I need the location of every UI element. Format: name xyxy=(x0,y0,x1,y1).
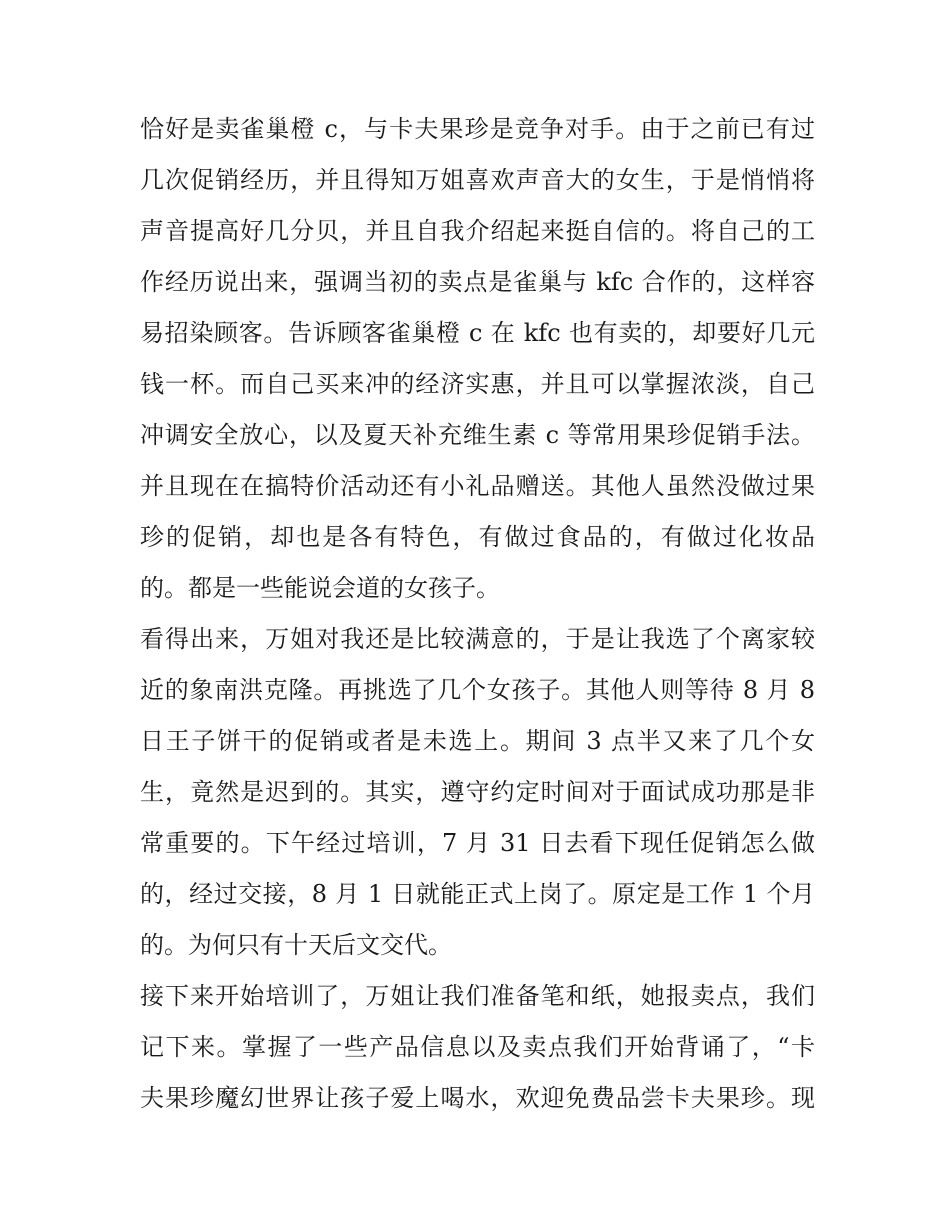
text-line: 恰好是卖雀巢橙 c，与卡夫果珍是竞争对手。由于之前已有过 xyxy=(140,115,815,143)
text-line: 的。为何只有十天后文交代。 xyxy=(140,931,452,959)
text-line: 声音提高好几分贝，并且自我介绍起来挺自信的。将自己的工 xyxy=(140,217,815,245)
text-line: 近的象南洪克隆。再挑选了几个女孩子。其他人则等待 8 月 8 xyxy=(140,676,815,704)
text-line: 冲调安全放心，以及夏天补充维生素 c 等常用果珍促销手法。 xyxy=(140,421,815,449)
text-line: 接下来开始培训了，万姐让我们准备笔和纸，她报卖点，我们 xyxy=(140,982,815,1010)
text-line: 常重要的。下午经过培训，7 月 31 日去看下现任促销怎么做 xyxy=(140,829,815,857)
text-line: 作经历说出来，强调当初的卖点是雀巢与 kfc 合作的，这样容 xyxy=(140,268,815,296)
text-line: 日王子饼干的促销或者是未选上。期间 3 点半又来了几个女 xyxy=(140,727,815,755)
text-line: 钱一杯。而自己买来冲的经济实惠，并且可以掌握浓淡，自己 xyxy=(140,370,815,398)
text-line: 记下来。掌握了一些产品信息以及卖点我们开始背诵了，“卡 xyxy=(140,1033,815,1061)
text-line: 生，竟然是迟到的。其实，遵守约定时间对于面试成功那是非 xyxy=(140,778,815,806)
text-line: 易招染顾客。告诉顾客雀巢橙 c 在 kfc 也有卖的，却要好几元 xyxy=(140,319,815,347)
text-line: 看得出来，万姐对我还是比较满意的，于是让我选了个离家较 xyxy=(140,625,815,653)
text-line: 的。都是一些能说会道的女孩子。 xyxy=(140,574,500,602)
text-line: 珍的促销，却也是各有特色，有做过食品的，有做过化妆品 xyxy=(140,523,815,551)
text-line: 并且现在在搞特价活动还有小礼品赠送。其他人虽然没做过果 xyxy=(140,472,815,500)
text-line: 几次促销经历，并且得知万姐喜欢声音大的女生，于是悄悄将 xyxy=(140,166,815,194)
text-line: 的，经过交接，8 月 1 日就能正式上岗了。原定是工作 1 个月 xyxy=(140,880,815,908)
body-text xyxy=(140,104,815,1124)
text-line: 夫果珍魔幻世界让孩子爱上喝水，欢迎免费品尝卡夫果珍。现 xyxy=(140,1084,815,1112)
